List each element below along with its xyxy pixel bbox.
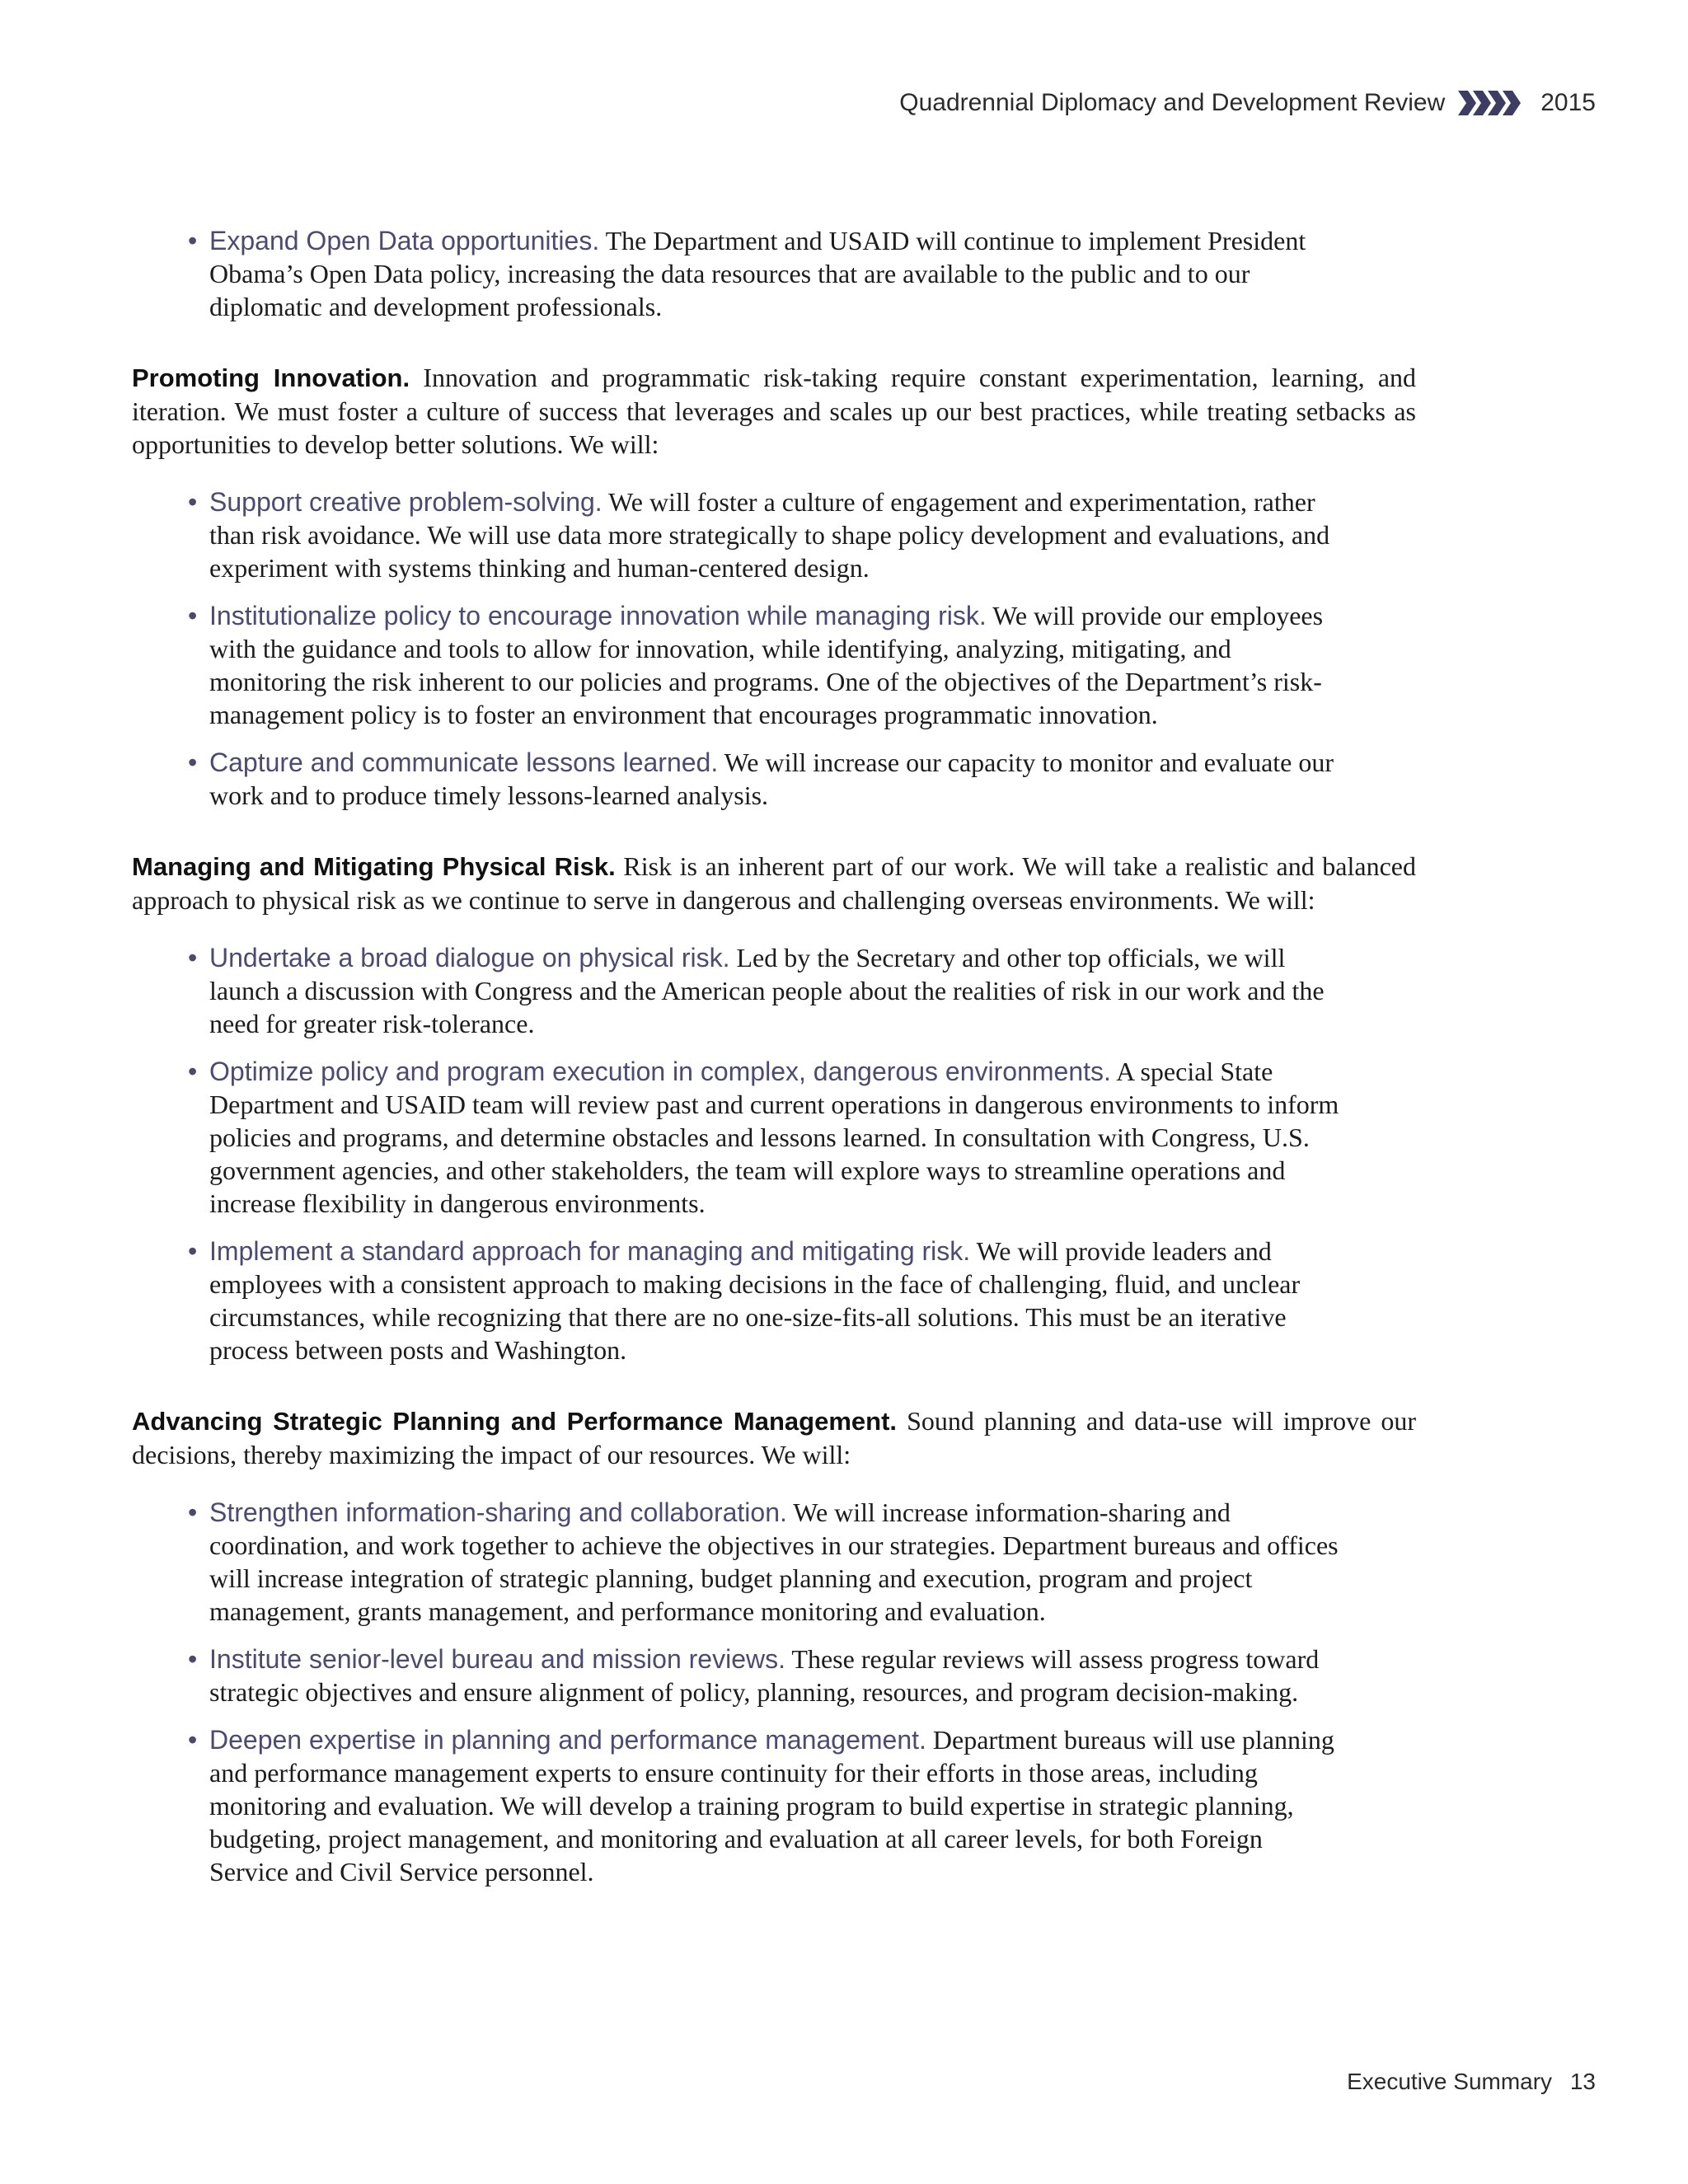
bullet-heading: Optimize policy and program execution in complex, dangerous environments. [209,1057,1111,1086]
bullet-icon: • [188,1236,198,1266]
bullet-text: We will foster a culture of engagement and experimentation, rather than risk avoidance. We will use data more strategically to shape policy development and evaluations, and experiment with systems thinking and human-centered design. [209,487,1330,583]
bullet-text: We will increase our capacity to monitor and evaluate our work and to produce timely lessons-learned analysis. [209,748,1334,810]
bullet-text: Department bureaus will use planning and performance management experts to ensure continuity for their efforts in those areas, including monitoring and evaluation. We will develop a training program to build expertise in strategic planning, budgeting, project management, and monitoring and evaluation at all career levels, for both Foreign Service and Civil Service personnel. [209,1725,1334,1886]
bullet-heading: Expand Open Data opportunities. [209,226,600,255]
bullet-heading: Strengthen information-sharing and collaboration. [209,1497,787,1527]
section-intro-text: Risk is an inherent part of our work. We will take a realistic and balanced approach to physical risk as we continue to serve in dangerous and challenging overseas environments. We will: [132,851,1417,915]
list-item [188,1496,1340,1628]
bullet-list [132,941,1474,1366]
bullet-icon: • [188,1497,198,1527]
page-footer [1347,2069,1596,2095]
bullet-heading: Implement a standard approach for managing and mitigating risk. [209,1236,971,1266]
chevrons-icon [1458,91,1522,115]
bullet-text: We will increase information-sharing and coordination, and work together to achieve the objectives in our strategies. Department bureaus and offices will increase integration of strategic planning, budget planning and execution, program and project management, grants management, and performance monitoring and evaluation. [209,1497,1339,1626]
footer-section-name: Executive Summary [1347,2069,1553,2094]
bullet-text: We will provide leaders and employees with a consistent approach to making decisions in the face of challenging, fluid, and unclear circumstances, while recognizing that there are no one-size-fits-all solutions. This must be an iterative process between posts and Washington. [209,1236,1301,1365]
list-item [188,746,1340,812]
bullet-text: A special State Department and USAID team will review past and current operations in dangerous environments to inform policies and programs, and determine obstacles and lessons learned. In consultation with Congress, U.S. government agencies, and other stakeholders, the team will explore ways to streamline operations and increase flexibility in dangerous environments. [209,1057,1339,1218]
document-year: 2015 [1540,89,1596,116]
chevrons-graphic [1458,91,1522,115]
bullet-icon: • [188,487,198,517]
list-item [188,224,1340,323]
section-heading: Managing and Mitigating Physical Risk. [132,852,616,881]
section-intro-text: Innovation and programmatic risk-taking require constant experimentation, learning, and iteration. We must foster a culture of success that leverages and scales up our best practices, while treating setbacks as opportunities to develop better solutions. We will: [132,363,1417,459]
section-intro [132,1404,1416,1471]
section-intro [132,361,1416,461]
bullet-icon: • [188,226,198,255]
bullet-icon: • [188,1725,198,1755]
page-number: 13 [1569,2069,1596,2094]
bullet-heading: Undertake a broad dialogue on physical risk. [209,943,730,972]
bullet-list [132,485,1474,812]
list-item [188,1643,1340,1708]
list-item [188,1235,1340,1366]
list-item [188,599,1340,731]
list-item [188,485,1340,584]
bullet-heading: Institutionalize policy to encourage innovation while managing risk. [209,601,987,630]
list-item [188,941,1340,1040]
page-content [132,224,1416,1926]
page-header [899,89,1596,117]
list-item [188,1723,1340,1888]
section-intro-text: Sound planning and data-use will improve our decisions, thereby maximizing the impact of our resources. We will: [132,1406,1417,1469]
bullet-text: These regular reviews will assess progress toward strategic objectives and ensure alignment of policy, planning, resources, and program decision-making. [209,1644,1320,1707]
section-heading: Advancing Strategic Planning and Performance Management. [132,1407,898,1436]
document-title: Quadrennial Diplomacy and Development Review [899,89,1446,116]
bullet-heading: Institute senior-level bureau and mission reviews. [209,1644,785,1674]
bullet-text: Led by the Secretary and other top officials, we will launch a discussion with Congress and the American people about the realities of risk in our work and the need for greater risk-tolerance. [209,943,1325,1038]
bullet-text: We will provide our employees with the guidance and tools to allow for innovation, while identifying, analyzing, mitigating, and monitoring the risk inherent to our policies and programs. One of the objectives of the Department’s risk-management policy is to foster an environment that encourages programmatic innovation. [209,601,1324,729]
bullet-list [132,1496,1474,1888]
bullet-heading: Capture and communicate lessons learned. [209,748,719,777]
bullet-text: The Department and USAID will continue to implement President Obama’s Open Data policy, increasing the data resources that are available to the public and to our diplomatic and development professionals. [209,226,1306,321]
bullet-icon: • [188,943,198,972]
bullet-heading: Support creative problem-solving. [209,487,603,517]
bullet-heading: Deepen expertise in planning and performance management. [209,1725,926,1755]
bullet-icon: • [188,1644,198,1674]
bullet-list [132,224,1474,323]
bullet-icon: • [188,748,198,777]
section-heading: Promoting Innovation. [132,363,410,392]
section-intro [132,850,1416,916]
bullet-icon: • [188,601,198,630]
bullet-icon: • [188,1057,198,1086]
list-item [188,1055,1340,1220]
